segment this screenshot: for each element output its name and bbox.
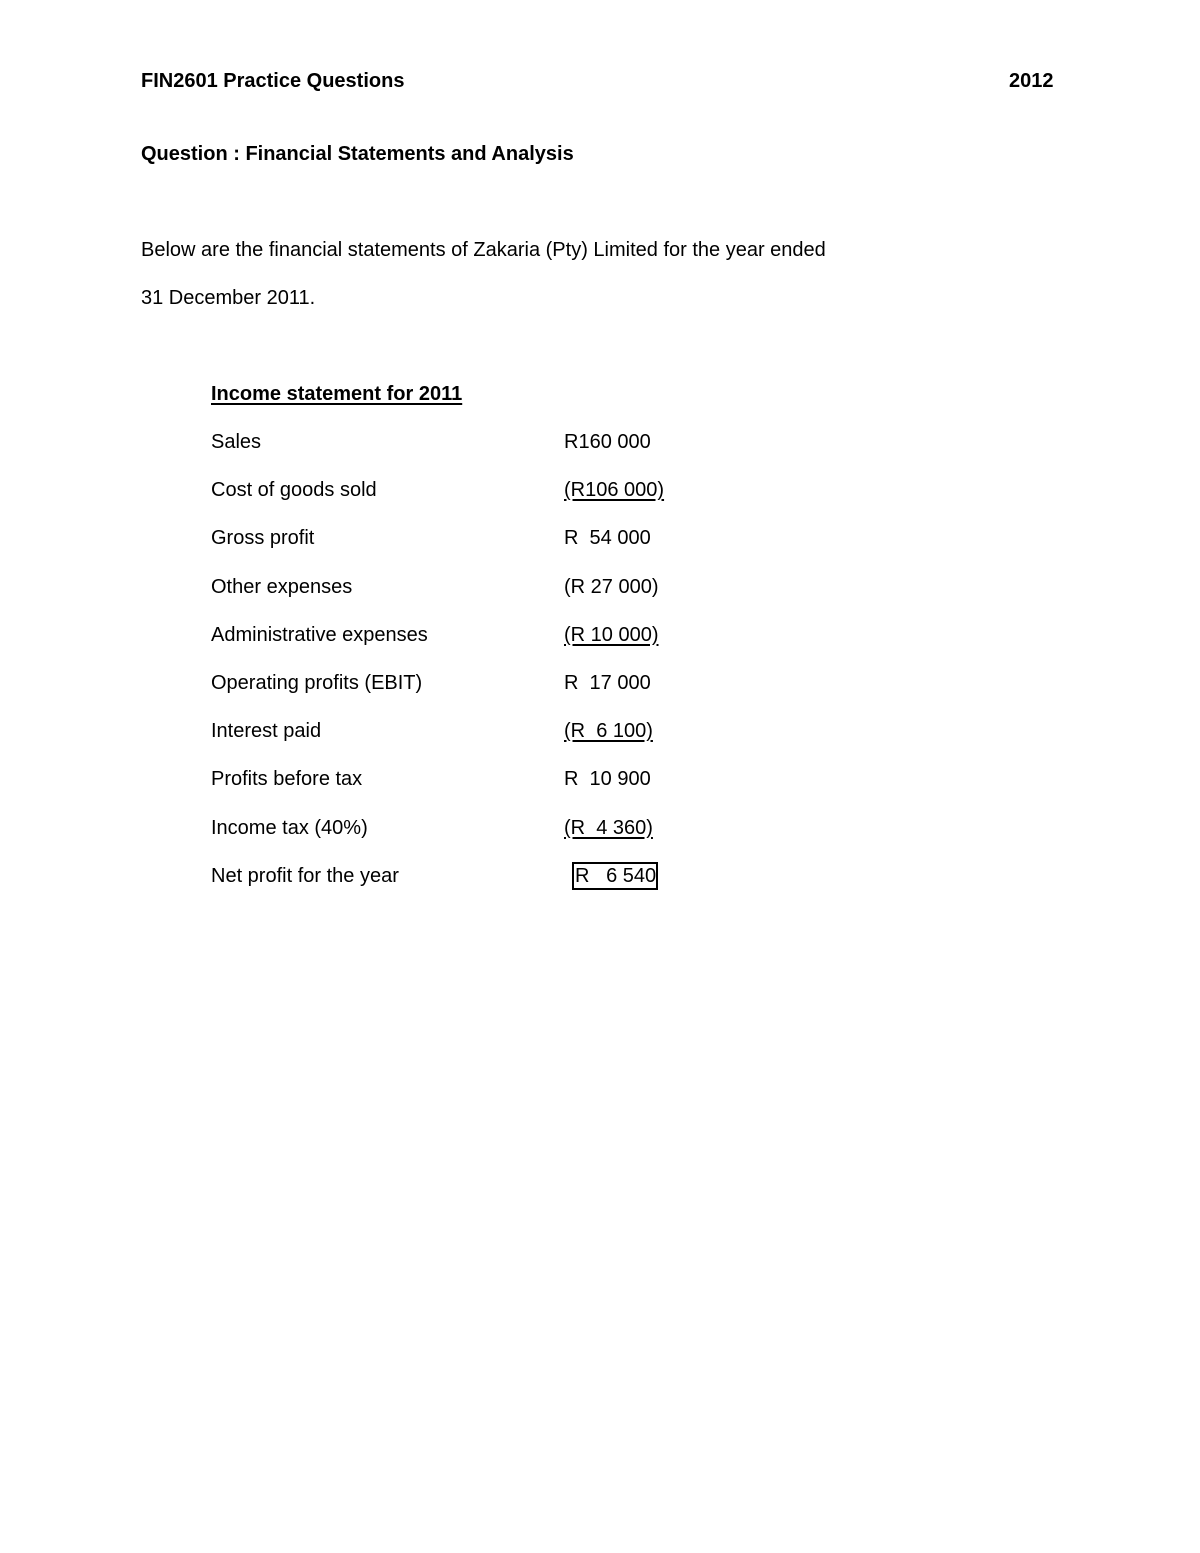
row-label: Administrative expenses bbox=[211, 623, 428, 646]
intro-text-line-2: 31 December 2011. bbox=[141, 287, 316, 309]
row-value: R 17 000 bbox=[564, 671, 651, 694]
question-title: Question : Financial Statements and Analysis bbox=[141, 143, 574, 165]
course-header: FIN2601 Practice Questions bbox=[141, 70, 405, 92]
intro-text-line-1: Below are the financial statements of Zakaria (Pty) Limited for the year ended bbox=[141, 239, 826, 261]
statement-row-other-expenses bbox=[211, 575, 811, 623]
row-label: Interest paid bbox=[211, 720, 322, 743]
row-label: Gross profit bbox=[211, 527, 315, 550]
row-value: (R 10 000) bbox=[564, 623, 659, 646]
statement-row-gross-profit bbox=[211, 526, 811, 574]
statement-row-profits-before-tax bbox=[211, 767, 811, 815]
statement-row-administrative-expenses bbox=[211, 623, 811, 671]
row-value: (R 6 100) bbox=[564, 720, 653, 743]
row-label: Other expenses bbox=[211, 575, 353, 598]
row-value: R160 000 bbox=[564, 431, 651, 453]
statement-row-cost-of-goods-sold bbox=[211, 478, 811, 526]
net-profit-boxed-value: R 6 540 bbox=[572, 862, 658, 890]
year-header: 2012 bbox=[1009, 70, 1054, 92]
row-value: R 54 000 bbox=[564, 527, 651, 550]
income-statement-title: Income statement for 2011 bbox=[211, 383, 463, 405]
row-label: Net profit for the year bbox=[211, 864, 399, 887]
statement-row-net-profit bbox=[211, 864, 811, 912]
row-label: Profits before tax bbox=[211, 768, 363, 791]
statement-row-income-tax bbox=[211, 816, 811, 864]
statement-row-interest-paid bbox=[211, 719, 811, 767]
income-statement-table bbox=[211, 430, 811, 912]
row-value: (R106 000) bbox=[564, 479, 665, 502]
row-label: Income tax (40%) bbox=[211, 816, 368, 839]
statement-row-operating-profits bbox=[211, 671, 811, 719]
row-value: (R 4 360) bbox=[564, 816, 653, 839]
row-label: Operating profits (EBIT) bbox=[211, 671, 423, 694]
row-value: R 10 900 bbox=[564, 768, 651, 791]
statement-row-sales bbox=[211, 430, 811, 478]
row-label: Cost of goods sold bbox=[211, 479, 377, 502]
row-value: (R 27 000) bbox=[564, 575, 659, 598]
row-label: Sales bbox=[211, 431, 262, 453]
